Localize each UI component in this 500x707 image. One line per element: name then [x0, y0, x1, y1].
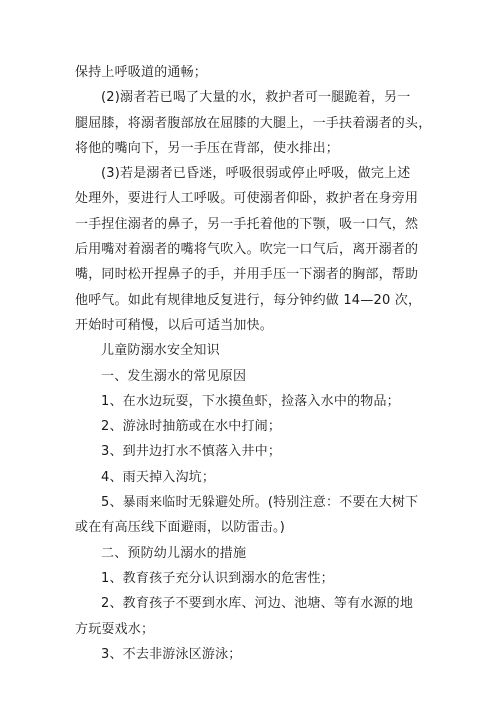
- text-line: 一、发生溺水的常见原因: [101, 368, 247, 384]
- text-line: 处理外，要进行人工呼吸。可使溺者仰卧，救护者在身旁用: [75, 191, 419, 207]
- text-line: 5、暴雨来临时无躲避处所。(特别注意：不要在大树下: [101, 495, 419, 511]
- text-line: 二、预防幼儿溺水的措施: [101, 545, 247, 561]
- text-line: 3、到井边打水不慎落入井中；: [101, 444, 282, 460]
- text-line: 或在有高压线下面避雨，以防雷击。): [75, 520, 285, 536]
- text-line: 4、雨天掉入沟坑；: [101, 469, 216, 485]
- text-line: 将他的嘴向下，另一手压在背部，使水排出；: [75, 140, 340, 156]
- text-line: 他呼气。如此有规律地反复进行，每分钟约做 14—20 次，: [75, 292, 422, 308]
- text-line: 2、教育孩子不要到水库、河边、池塘、等有水源的地: [101, 596, 414, 612]
- text-line: (3)若是溺者已昏迷，呼吸很弱或停止呼吸，做完上述: [101, 166, 411, 182]
- text-line: 一手捏住溺者的鼻子，另一手托着他的下颚，吸一口气，然: [75, 216, 419, 232]
- text-line: (2)溺者若已喝了大量的水，救护者可一腿跪着，另一: [101, 90, 411, 106]
- text-line: 儿童防溺水安全知识: [101, 343, 220, 359]
- text-line: 2、游泳时抽筋或在水中打闹；: [101, 419, 282, 435]
- text-line: 保持上呼吸道的通畅；: [75, 65, 208, 80]
- text-line: 开始时可稍慢，以后可适当加快。: [75, 317, 274, 333]
- text-line: 1、教育孩子充分认识到溺水的危害性；: [101, 570, 334, 586]
- text-line: 后用嘴对着溺者的嘴将气吹入。吹完一口气后，离开溺者的: [75, 242, 419, 258]
- text-line: 3、不去非游泳区游泳；: [101, 646, 242, 662]
- text-line: 1、在水边玩耍，下水摸鱼虾，捡落入水中的物品；: [101, 393, 400, 409]
- document-body: [75, 60, 430, 667]
- text-line: 腿屈膝，将溺者腹部放在屈膝的大腿上，一手扶着溺者的头，: [75, 115, 432, 131]
- text-line: 嘴，同时松开捏鼻子的手，并用手压一下溺者的胸部，帮助: [75, 267, 419, 283]
- text-line: 方玩耍戏水；: [75, 621, 155, 637]
